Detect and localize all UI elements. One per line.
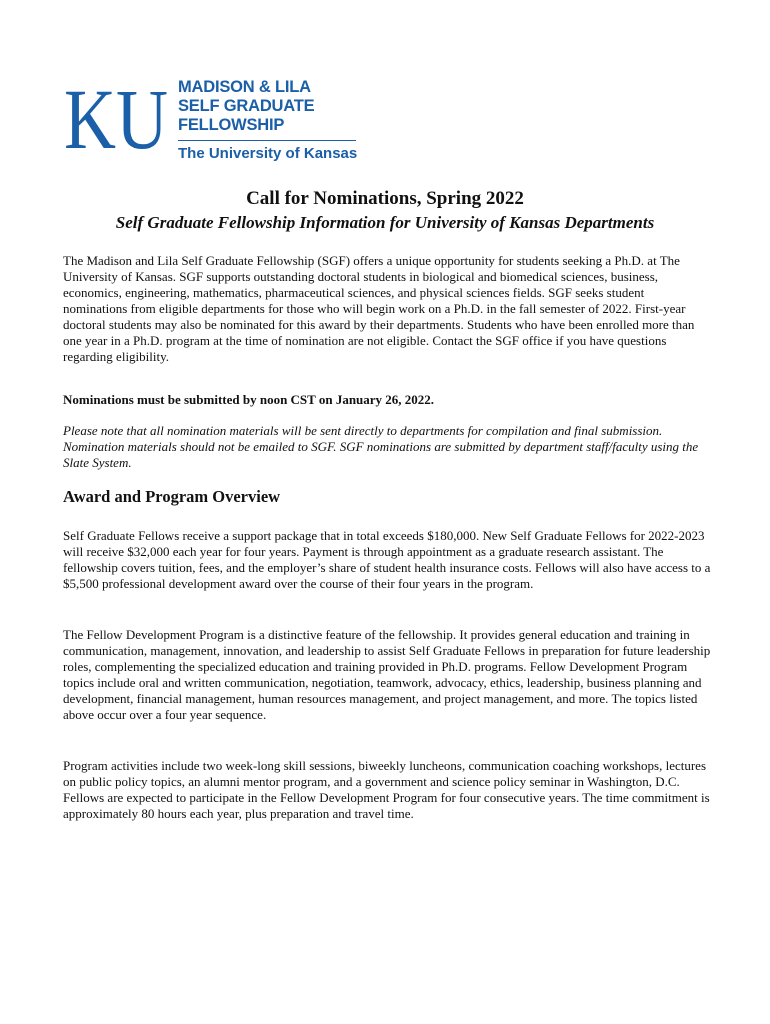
intro-paragraph: The Madison and Lila Self Graduate Fellowship (SGF) offers a unique opportunity for students seeking a Ph.D. at The University of Kansas. SGF supports outstanding doctoral students in biological and biomedical sciences, business, economics, engineering, mathematics, pharmaceutical sciences, and physical sciences fields. SGF seeks student nominations from eligible departments for those who will begin work on a Ph.D. in the fall semester of 2022. First-year doctoral students may also be nominated for this award by their departments. Students who have been enrolled more than one year in a Ph.D. program at the time of nomination are not eligible. Contact the SGF office if you have questions regarding eligibility. bbox=[63, 253, 695, 364]
logo-line-1: MADISON & LILA bbox=[178, 78, 311, 96]
award-paragraph: Self Graduate Fellows receive a support package that in total exceeds $180,000. New Self Graduate Fellows for 2022-2023 will receive $32,000 each year for four years. Payment is through appointment as a graduate research assistant. The fellowship covers tuition, fees, and the employer’s share of student health insurance costs. Fellows will also have access to a $5,500 professional development award over the course of their four years in the program. bbox=[63, 528, 711, 591]
program-paragraph: The Fellow Development Program is a distinctive feature of the fellowship. It provides general education and training in communication, management, innovation, and leadership to assist Self Graduate Fellows in preparation for future leadership roles, complementing the specialized education and training provided in Ph.D. programs. Fellow Development Program topics include oral and written communication, negotiation, teamwork, advocacy, ethics, leadership, business planning and development, financial management, human resources management, and project management, and more. The topics listed above occur over a four year sequence. bbox=[63, 627, 711, 722]
logo-line-2: SELF GRADUATE bbox=[178, 97, 315, 115]
svg-text:KU: KU bbox=[64, 71, 168, 167]
ku-logo-mark bbox=[64, 71, 168, 167]
deadline-notice: Nominations must be submitted by noon CST on January 26, 2022. bbox=[63, 392, 435, 407]
document-title: Call for Nominations, Spring 2022 bbox=[246, 188, 524, 209]
logo-line-3: FELLOWSHIP bbox=[178, 116, 285, 134]
fellowship-logo bbox=[64, 71, 364, 168]
activities-paragraph: Program activities include two week-long skill sessions, biweekly luncheons, communication coaching workshops, lectures on public policy topics, an alumni mentor program, and a government and science policy seminar in Washington, D.C. Fellows are expected to participate in the Fellow Development Program for four consecutive years. The time commitment is approximately 80 hours each year, plus preparation and travel time. bbox=[63, 758, 710, 821]
submission-note: Please note that all nomination materials will be sent directly to departments for compilation and final submission. Nomination materials should not be emailed to SGF. SGF nominations are submitted by department staff/faculty using the Slate System. bbox=[63, 423, 699, 470]
logo-divider bbox=[178, 140, 356, 141]
logo-university: The University of Kansas bbox=[178, 145, 358, 162]
section-heading: Award and Program Overview bbox=[63, 487, 281, 506]
logo-wordmark bbox=[178, 78, 364, 135]
document-subtitle: Self Graduate Fellowship Information for University of Kansas Departments bbox=[115, 213, 655, 232]
